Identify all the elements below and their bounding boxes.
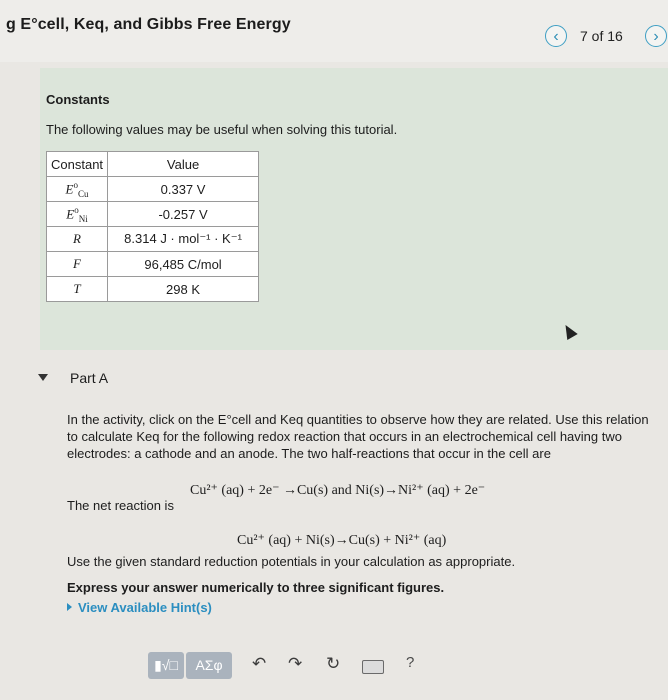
constants-description: The following values may be useful when solving this tutorial. [46, 122, 398, 137]
constant-value: 298 K [108, 277, 259, 302]
table-row [47, 252, 259, 277]
keyboard-icon[interactable] [362, 660, 384, 674]
redo-icon[interactable]: ↷ [288, 654, 303, 673]
collapse-toggle-icon[interactable] [38, 374, 48, 381]
table-header-row [47, 152, 259, 177]
part-a-label: Part A [70, 370, 109, 386]
prev-button[interactable] [545, 25, 567, 47]
undo-icon[interactable]: ↶ [252, 654, 267, 673]
constant-symbol: $E^o_{Ni}$ [47, 202, 108, 227]
constant-symbol: $E^o_{Cu}$ [47, 177, 108, 202]
table-row [47, 227, 259, 252]
constant-value: -0.257 V [108, 202, 259, 227]
constants-panel [40, 68, 668, 350]
constant-symbol: R [47, 227, 108, 252]
templates-button[interactable]: ▮√□ [148, 652, 184, 679]
header-value: Value [108, 152, 259, 177]
table-row [47, 177, 259, 202]
net-reaction-equation: Cu²⁺ (aq) + Ni(s)→Cu(s) + Ni²⁺ (aq) [237, 533, 447, 548]
part-a-instructions: In the activity, click on the E°cell and Keq quantities to observe how they are related. Use this relation to calculate Keq for the following redox reaction that occurs in an electrochemical cell having two electrodes: a cathode and an anode. The two half-reactions that occur in the cell are [67, 412, 649, 461]
table-row [47, 277, 259, 302]
chevron-left-icon: ‹ [553, 28, 559, 45]
greek-symbols-button[interactable]: ΑΣφ [186, 652, 232, 679]
view-hints-link[interactable] [67, 600, 212, 615]
constant-symbol: F [47, 252, 108, 277]
chevron-right-icon: › [653, 28, 659, 45]
express-instruction: Express your answer numerically to three significant figures. [67, 580, 445, 595]
help-button[interactable]: ? [406, 654, 415, 671]
table-row [47, 202, 259, 227]
constant-value: 96,485 C/mol [108, 252, 259, 277]
net-reaction-label: The net reaction is [67, 498, 174, 513]
page-title: g E°cell, Keq, and Gibbs Free Energy [6, 16, 291, 33]
half-reactions-equation: Cu²⁺ (aq) + 2e⁻ →Cu(s) and Ni(s)→Ni²⁺ (aq) + 2e⁻ [190, 483, 486, 498]
view-hints-label: View Available Hint(s) [78, 600, 212, 615]
use-potentials-text: Use the given standard reduction potentials in your calculation as appropriate. [67, 554, 516, 569]
next-button[interactable] [645, 25, 667, 47]
constants-table [46, 151, 259, 302]
constant-value: 0.337 V [108, 177, 259, 202]
header-constant: Constant [47, 152, 108, 177]
header-bar [0, 0, 668, 62]
constant-symbol: T [47, 277, 108, 302]
constant-value: 8.314 J · mol⁻¹ · K⁻¹ [108, 227, 259, 252]
reset-icon[interactable]: ↻ [326, 654, 341, 673]
mouse-cursor-icon [560, 322, 577, 340]
pagination-text: 7 of 16 [580, 28, 623, 44]
constants-title: Constants [46, 92, 110, 107]
caret-right-icon [67, 603, 72, 611]
